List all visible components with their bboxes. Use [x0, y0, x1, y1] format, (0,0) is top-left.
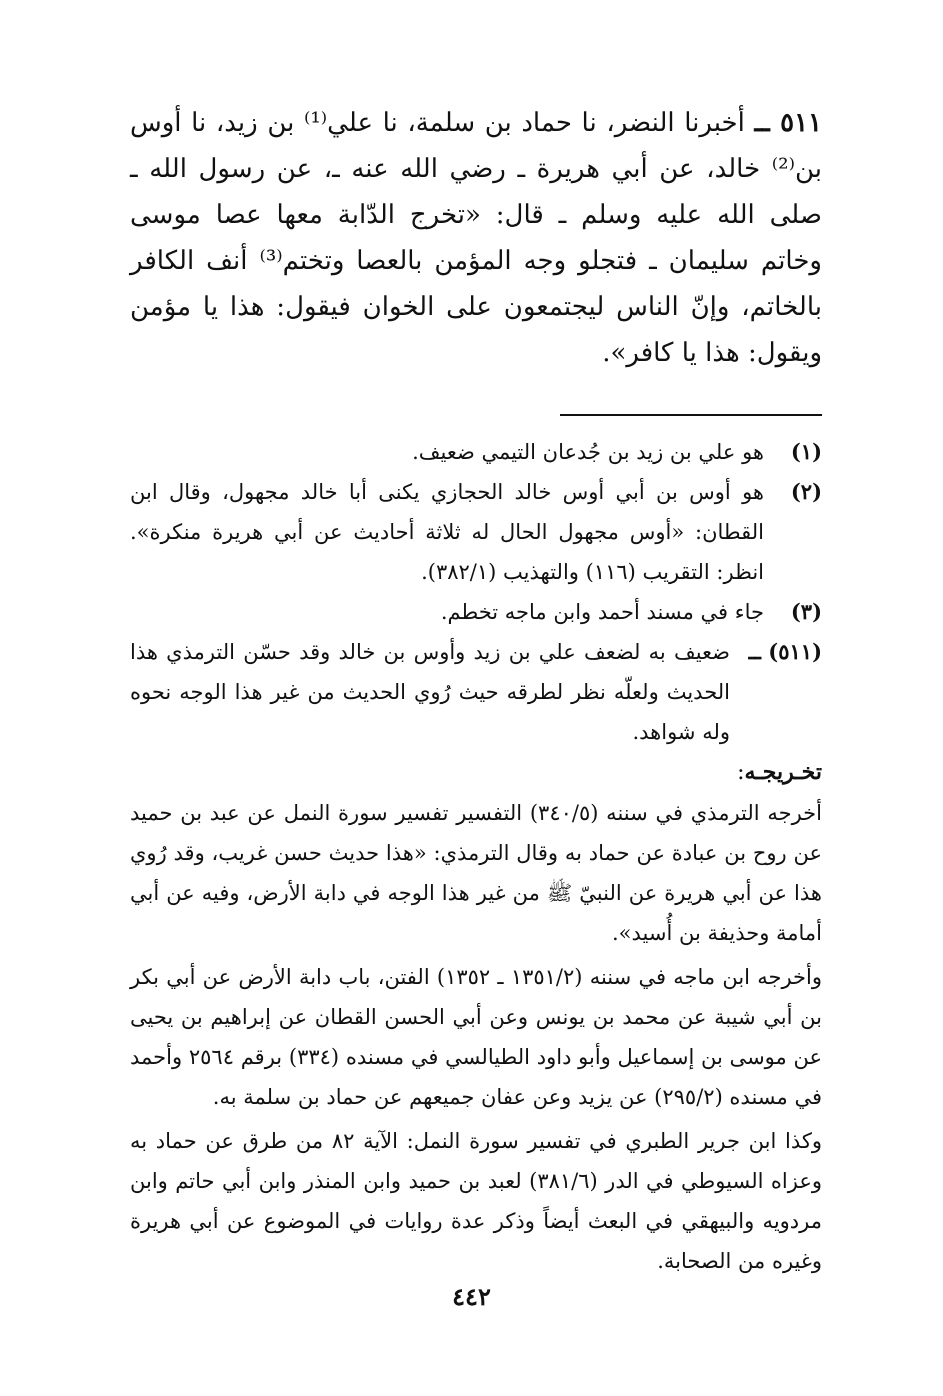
takhrij-paragraph-1: أخرجه الترمذي في سننه (٣٤٠/٥) التفسير تفسير سورة النمل عن عبد بن حميد عن روح بن عبادة عن حماد به وقال الترمذي: «هذا حديث حسن غريب، وقد رُوي هذا عن أبي هريرة عن النبيّ ﷺ من غير هذا الوجه في دابة الأرض، وفيه عن أبي أمامة وحذيفة بن أُسيد».	[130, 801, 822, 945]
footnote-text: جاء في مسند أحمد وابن ماجه تخطم.	[440, 600, 764, 624]
page-content	[130, 100, 822, 1285]
hadith-number: ٥١١ ــ	[754, 108, 823, 138]
hadith-grading-note	[130, 632, 822, 752]
footnote-text: هو علي بن زيد بن جُدعان التيمي ضعيف.	[412, 440, 764, 464]
takhrij-heading-text: تخـريجـه	[744, 759, 822, 785]
takhrij-heading	[130, 752, 822, 793]
footnote-marker: (٥١١) ــ	[748, 639, 822, 664]
footnote-3	[130, 592, 822, 632]
footnotes-section	[130, 432, 822, 1281]
takhrij-paragraph-3: وكذا ابن جرير الطبري في تفسير سورة النمل: الآية ٨٢ من طرق عن حماد به وعزاه السيوطي في الدر (٣٨١/٦) لعبد بن حميد وابن المنذر وابن أبي حاتم وابن مردويه والبيهقي في البعث أيضاً وذكر عدة روايات في الموضوع عن أبي هريرة وغيره من الصحابة.	[130, 1129, 822, 1273]
footnote-1	[130, 432, 822, 472]
footnote-text: ضعيف به لضعف علي بن زيد وأوس بن خالد وقد حسّن الترمذي هذا الحديث ولعلّه نظر لطرقه حيث رُوي الحديث من غير هذا الوجه نحوه وله شواهد.	[130, 640, 730, 744]
footnote-text: هو أوس بن أبي أوس خالد الحجازي يكنى أبا خالد مجهول، وقال ابن القطان: «أوس مجهول الحال له ثلاثة أحاديث عن أبي هريرة منكرة». انظر: التقريب (١١٦) والتهذيب (٣٨٢/١).	[130, 480, 764, 584]
footnote-marker: (١)	[790, 439, 822, 464]
hadith-text: أخبرنا النضر، نا حماد بن سلمة، نا علي⁽¹⁾ بن زيد، نا أوس بن⁽²⁾ خالد، عن أبي هريرة ـ رضي الله عنه ـ، عن رسول الله ـ صلى الله عليه وسلم ـ قال: «تخرج الدّابة معها عصا موسى وخاتم سليمان ـ فتجلو وجه المؤمن بالعصا وتختم⁽³⁾ أنف الكافر بالخاتم، وإنّ الناس ليجتمعون على الخوان فيقول: هذا يا مؤمن ويقول: هذا يا كافر».	[130, 108, 822, 368]
takhrij-paragraph-2: وأخرجه ابن ماجه في سننه (١٣٥١/٢ ـ ١٣٥٢) الفتن، باب دابة الأرض عن أبي بكر بن أبي شيبة عن محمد بن يونس وعن أبي الحسن القطان عن إبراهيم بن يحيى عن موسى بن إسماعيل وأبو داود الطيالسي في مسنده (٣٣٤) برقم ٢٥٦٤ وأحمد في مسنده (٢٩٥/٢) عن يزيد وعن عفان جميعهم عن حماد بن سلمة به.	[130, 965, 823, 1109]
footnote-marker: (٢)	[790, 479, 822, 504]
takhrij-heading-colon: :	[737, 760, 745, 785]
footnote-divider	[560, 414, 822, 416]
hadith-paragraph	[130, 100, 822, 376]
footnote-2	[130, 472, 822, 592]
footnote-marker: (٣)	[790, 599, 822, 624]
page-number: ٤٤٢	[452, 1282, 491, 1311]
